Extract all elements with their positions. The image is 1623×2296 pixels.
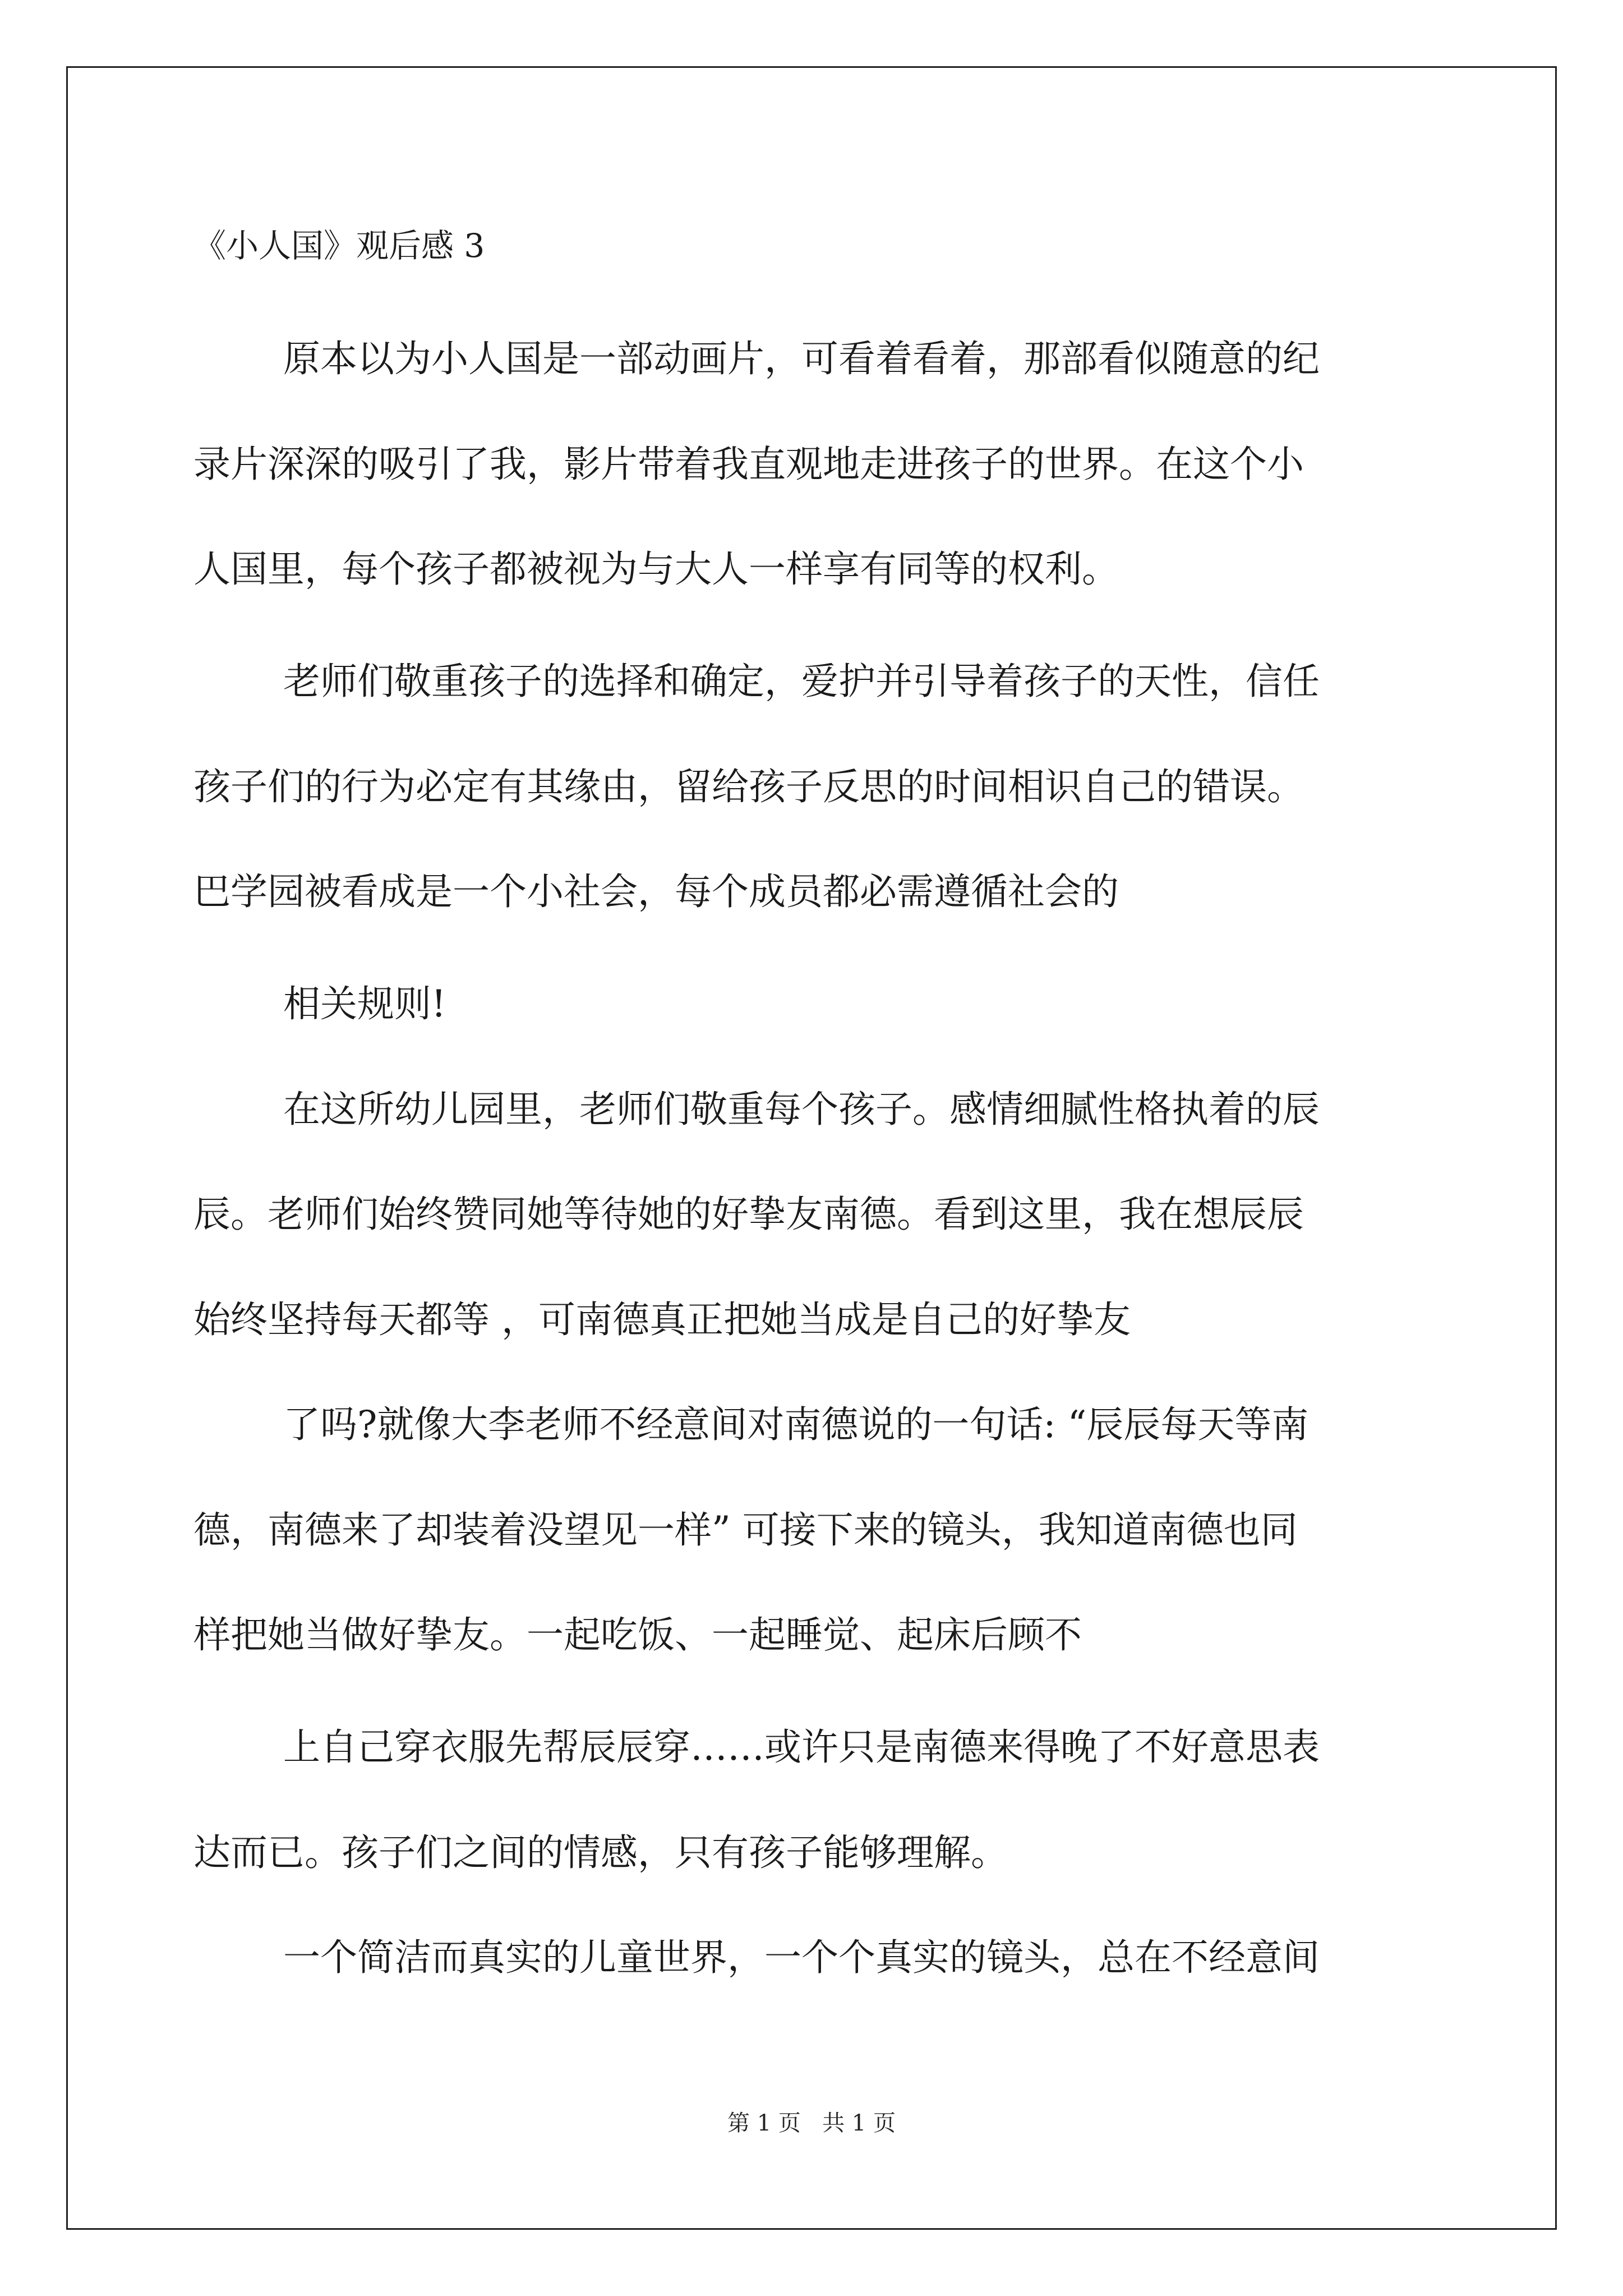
text-line: 老师们敬重孩子的选择和确定，爱护并引导着孩子的天性，信任 — [283, 660, 1320, 703]
text-line: 辰。老师们始终赞同她等待她的好挚友南德。看到这里，我在想辰辰 — [193, 1193, 1304, 1236]
text-line: 人国里，每个孩子都被视为与大人一样享有同等的权利。 — [193, 547, 1119, 591]
text-line: 上自己穿衣服先帮辰辰穿……或许只是南德来得晚了不好意思表 — [283, 1726, 1320, 1769]
text-line: 巴学园被看成是一个小社会，每个成员都必需遵循社会的 — [193, 870, 1119, 913]
text-line: 一个简洁而真实的儿童世界，一个个真实的镜头，总在不经意间 — [283, 1936, 1320, 1979]
document-title: 《小人国》观后感 3 — [193, 227, 485, 265]
text-line: 达而已。孩子们之间的情感，只有孩子能够理解。 — [193, 1831, 1008, 1874]
text-line: 孩子们的行为必定有其缘由，留给孩子反思的时间相识自己的错误。 — [193, 765, 1304, 808]
text-line: 原本以为小人国是一部动画片，可看着看着，那部看似随意的纪 — [283, 337, 1320, 380]
page-number-footer: 第 1 页 共 1 页 — [727, 2110, 896, 2136]
text-line: 样把她当做好挚友。一起吃饭、一起睡觉、起床后顾不 — [193, 1613, 1082, 1657]
text-line: 始终坚持每天都等 ，可南德真正把她当成是自己的好挚友 — [193, 1298, 1131, 1341]
text-line: 了吗?就像大李老师不经意间对南德说的一句话: “辰辰每天等南 — [283, 1403, 1309, 1446]
text-line: 德，南德来了却装着没望见一样” 可接下来的镜头，我知道南德也同 — [193, 1508, 1298, 1552]
text-line: 在这所幼儿园里，老师们敬重每个孩子。感情细腻性格执着的辰 — [283, 1088, 1320, 1131]
page-border — [66, 66, 1557, 2230]
text-line: 录片深深的吸引了我，影片带着我直观地走进孩子的世界。在这个小 — [193, 443, 1304, 486]
text-line: 相关规则! — [283, 982, 446, 1025]
